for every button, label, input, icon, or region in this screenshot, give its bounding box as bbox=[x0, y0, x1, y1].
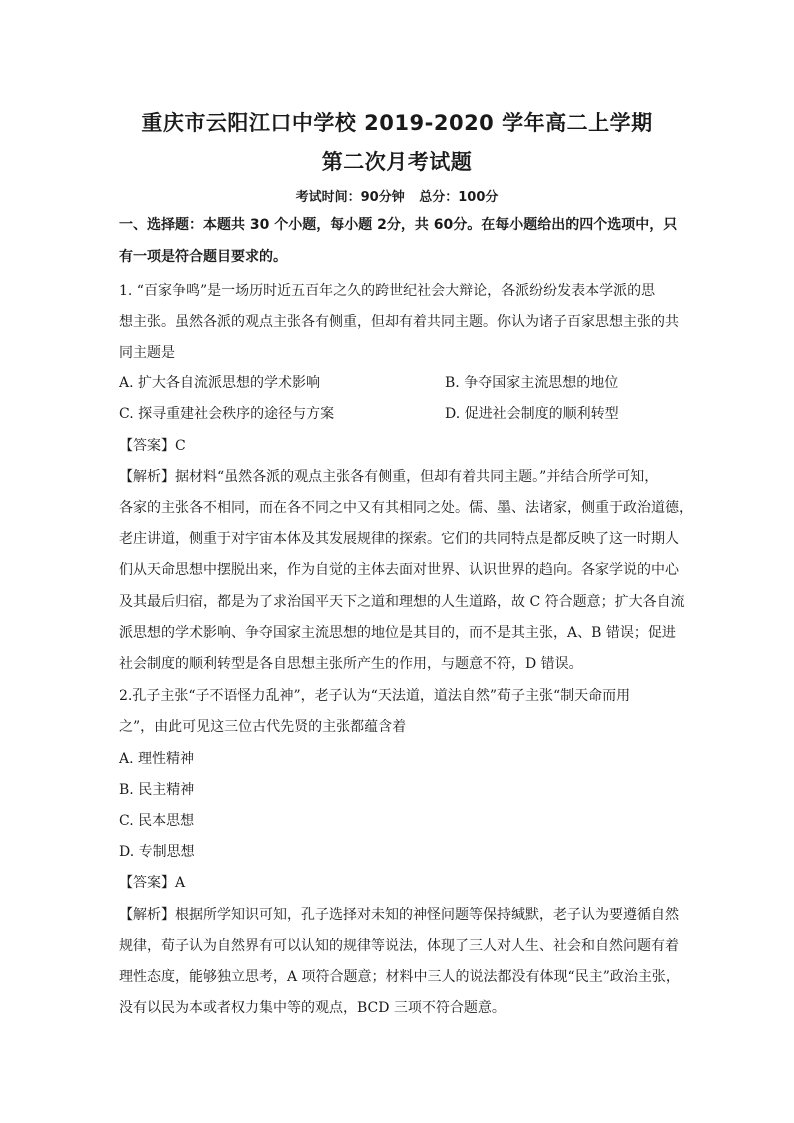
q1-stem-line-3: 同主题是 bbox=[119, 345, 175, 361]
q1-analysis-line-3: 老庄讲道，侧重于对宇宙本体及其发展规律的探索。它们的共同特点是都反映了这一时期人 bbox=[119, 531, 679, 547]
q1-stem-line-1: 1. “百家争鸣”是一场历时近五百年之久的跨世纪社会大辩论，各派纷纷发表本学派的思 bbox=[119, 283, 656, 299]
total-score: 总分：100分 bbox=[419, 190, 499, 205]
q2-analysis-line-2: 规律，荀子认为自然界有可以认知的规律等说法，体现了三人对人生、社会和自然问题有着 bbox=[119, 938, 679, 954]
q2-option-b: B. 民主精神 bbox=[119, 782, 195, 798]
exam-info bbox=[0, 186, 794, 205]
exam-time: 考试时间：90分钟 bbox=[295, 190, 405, 205]
q2-stem-line-2: 之”，由此可见这三位古代先贤的主张都蕴含着 bbox=[119, 719, 407, 735]
q2-analysis-line-4: 没有以民为本或者权力集中等的观点，BCD 三项不符合题意。 bbox=[119, 1000, 506, 1016]
q1-analysis-line-5: 及其最后归宿，都是为了求治国平天下之道和理想的人生道路，故 C 符合题意；扩大各自流 bbox=[119, 594, 685, 610]
q2-option-a: A. 理性精神 bbox=[119, 751, 195, 767]
q2-option-d: D. 专制思想 bbox=[119, 844, 195, 860]
q1-stem-line-2: 想主张。虽然各派的观点主张各有侧重，但却有着共同主题。你认为诸子百家思想主张的共 bbox=[119, 314, 679, 330]
q1-analysis-line-7: 社会制度的顺利转型是各自思想主张所产生的作用，与题意不符，D 错误。 bbox=[119, 656, 583, 672]
q2-option-c: C. 民本思想 bbox=[119, 813, 195, 829]
q2-stem-line-1: 2.孔子主张“子不语怪力乱神”，老子认为“天法道，道法自然”荀子主张“制天命而用 bbox=[119, 688, 631, 704]
q2-answer: 【答案】A bbox=[119, 875, 186, 891]
q1-analysis-line-2: 各家的主张各不相同，而在各不同之中又有其相同之处。儒、墨、法诸家，侧重于政治道德， bbox=[119, 500, 693, 516]
q1-analysis-line-1: 【解析】据材料“虽然各派的观点主张各有侧重，但却有着共同主题。”并结合所学可知， bbox=[119, 469, 659, 485]
title-line-2: 第二次月考试题 bbox=[321, 150, 473, 174]
q1-option-b: B. 争夺国家主流思想的地位 bbox=[445, 375, 619, 391]
section-heading-line-2: 有一项是符合题目要求的。 bbox=[119, 249, 287, 265]
q1-analysis-line-6: 派思想的学术影响、争夺国家主流思想的地位是其目的，而不是其主张，A、B 错误；促进 bbox=[119, 625, 676, 641]
section-heading-line-1: 一、选择题：本题共 30 个小题，每小题 2分，共 60分。在每小题给出的四个选项中，只 bbox=[119, 217, 678, 233]
q1-option-c: C. 探寻重建社会秩序的途径与方案 bbox=[119, 406, 335, 422]
q2-analysis-line-3: 理性态度，能够独立思考，A 项符合题意；材料中三人的说法都没有体现“民主”政治主张， bbox=[119, 969, 680, 985]
q2-analysis-line-1: 【解析】根据所学知识可知，孔子选择对未知的神怪问题等保持缄默，老子认为要遵循自然 bbox=[119, 907, 679, 923]
q1-answer: 【答案】C bbox=[119, 438, 186, 454]
q1-analysis-line-4: 们从天命思想中摆脱出来，作为自觉的主体去面对世界、认识世界的趋向。各家学说的中心 bbox=[119, 562, 679, 578]
q1-option-d: D. 促进社会制度的顺利转型 bbox=[445, 406, 619, 422]
q1-option-a: A. 扩大各自流派思想的学术影响 bbox=[119, 375, 321, 391]
title-line-1: 重庆市云阳江口中学校 2019-2020 学年高二上学期 bbox=[141, 111, 653, 135]
